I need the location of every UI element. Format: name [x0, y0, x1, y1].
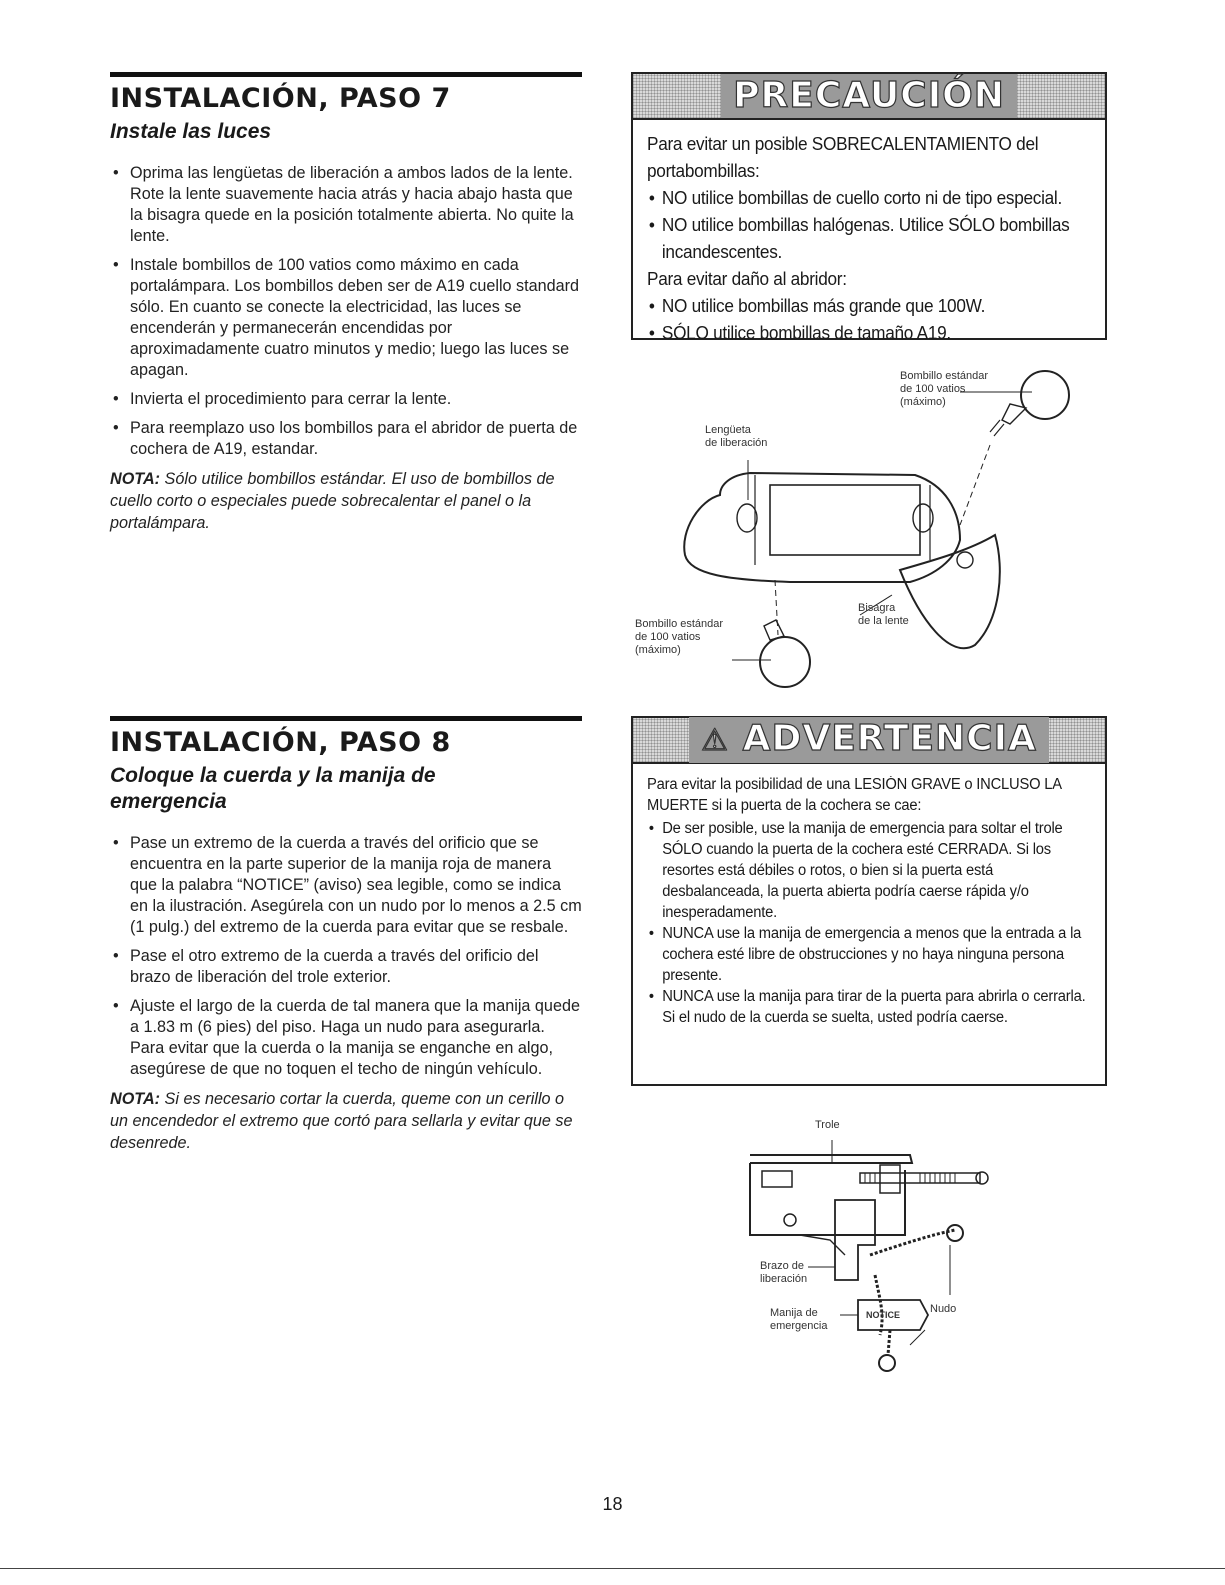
caution-intro-2: Para evitar daño al abridor: — [647, 268, 847, 289]
list-item: • Oprima las lengüetas de liberación a ambos lados de la lente. Rote la lente suavemente hacia atrás y hacia abajo hasta que la bisagra quede en la posición totalmente abierta. No quite la lente. — [110, 163, 582, 247]
warning-body — [633, 764, 1105, 1040]
step7-title: INSTALACIÓN, PASO 7 — [110, 83, 451, 114]
note-label: NOTA: — [110, 1090, 161, 1108]
step7-subtitle: Instale las luces — [110, 120, 272, 143]
light-lens-illustration — [660, 360, 1100, 690]
note-label: NOTA: — [110, 470, 161, 488]
list-item: • NUNCA use la manija de emergencia a menos que la entrada a la cochera esté libre de obstrucciones y no haya ninguna persona presente. — [647, 923, 1090, 986]
list-item: • NO utilice bombillas de cuello corto ni de tipo especial. — [647, 184, 1099, 211]
list-item: • NUNCA use la manija para tirar de la puerta para abrirla o cerrarla. Si el nudo de la cuerda se suelta, usted podría caerse. — [647, 986, 1090, 1028]
bottom-divider — [0, 1568, 1225, 1569]
step8-rule — [110, 716, 582, 721]
light-lens-figure — [635, 360, 1100, 690]
list-item: • NO utilice bombillas más grande que 100W. — [647, 292, 1060, 319]
caution-banner — [633, 74, 1105, 120]
list-item: • Para reemplazo uso los bombillos para el abridor de puerta de cochera de A19, estandar. — [110, 418, 582, 460]
warning-banner-text: ADVERTENCIA — [742, 718, 1037, 759]
label-bulb-bottom: Bombillo estándar de 100 vatios (máximo) — [635, 618, 724, 656]
label-emergency-handle: Manija de emergencia — [770, 1307, 828, 1332]
warning-banner-label — [689, 717, 1049, 763]
step8-note — [110, 1088, 582, 1154]
warning-box — [631, 716, 1107, 1086]
note-text: Si es necesario cortar la cuerda, queme con un cerillo o un encendedor el extremo que cortó para sellarla y evitar que se desenrede. — [110, 1090, 573, 1152]
caution-list-1 — [647, 184, 1091, 265]
trolley-figure — [740, 1115, 1020, 1405]
step8-list — [110, 833, 582, 1080]
step7-list — [110, 163, 582, 460]
list-item: • Pase el otro extremo de la cuerda a través del orificio del brazo de liberación del trole exterior. — [110, 946, 582, 988]
step8-subtitle: Coloque la cuerda y la manija de emergencia — [110, 764, 436, 813]
label-trolley: Trole — [815, 1119, 840, 1131]
list-item: • Ajuste el largo de la cuerda de tal manera que la manija quede a 1.83 m (6 pies) del piso. Haga un nudo para asegurarla. Para evitar que la cuerda o la manija se enganche en algo, asegúrese de que no toquen el techo de ningún vehículo. — [110, 996, 582, 1080]
label-lens-hinge: Bisagra de la lente — [858, 602, 909, 627]
list-item: • SÓLO utilice bombillas de tamaño A19. — [647, 319, 1060, 346]
step7-section — [110, 72, 582, 534]
list-item: • Instale bombillos de 100 vatios como máximo en cada portalámpara. Los bombillos deben ser de A19 cuello standard sólo. En cuanto se conecte la electricidad, las luces se encenderán y permanecerán encendidas por aproximadamente cuatro minutos y medio; luego las luces se apagan. — [110, 255, 582, 381]
label-release-arm: Brazo de liberación — [760, 1260, 808, 1285]
caution-body — [633, 120, 1105, 358]
warning-banner — [633, 718, 1105, 764]
list-item: • De ser posible, use la manija de emergencia para soltar el trole SÓLO cuando la puerta de la cochera esté CERRADA. Si los resortes está débiles o rotos, o bien si la puerta está desbalanceada, la puerta abierta podría caerse rápida y/o inesperadamente. — [647, 818, 1090, 923]
warning-triangle-icon: ⚠ — [701, 723, 730, 758]
note-text: Sólo utilice bombillos estándar. El uso de bombillos de cuello corto o especiales puede sobrecalentar el panel o la portalámpara. — [110, 470, 555, 532]
label-release-tab: Lengüeta de liberación — [705, 424, 768, 449]
step7-note — [110, 468, 582, 534]
caution-box — [631, 72, 1107, 343]
step8-section — [110, 716, 582, 1154]
step7-rule — [110, 72, 582, 77]
handle-notice-text: NOTICE — [866, 1310, 901, 1320]
caution-list-2 — [647, 292, 1091, 346]
caution-banner-label: PRECAUCIÓN — [721, 74, 1017, 118]
list-item: • Invierta el procedimiento para cerrar la lente. — [110, 389, 582, 410]
label-bulb-top: Bombillo estándar de 100 vatios (máximo) — [900, 370, 989, 408]
step8-title: INSTALACIÓN, PASO 8 — [110, 727, 451, 758]
list-item: • Pase un extremo de la cuerda a través del orificio que se encuentra en la parte superior de la manija roja de manera que la palabra “NOTICE” (aviso) sea legible, como se indica en la ilustración. Asegúrela con un nudo por lo menos a 2.5 cm (1 pulg.) del extremo de la cuerda para evitar que se resbale. — [110, 833, 582, 938]
label-knot: Nudo — [930, 1303, 957, 1315]
warning-intro: Para evitar la posibilidad de una LESIÓN GRAVE o INCLUSO LA MUERTE si la puerta de la cochera se cae: — [647, 776, 1062, 814]
list-item: • NO utilice bombillas halógenas. Utilice SÓLO bombillas incandescentes. — [647, 211, 1099, 265]
caution-intro-1: Para evitar un posible SOBRECALENTAMIENTO del portabombillas: — [647, 133, 1039, 181]
warning-list — [647, 818, 1091, 1028]
page-number: 18 — [602, 1494, 623, 1514]
